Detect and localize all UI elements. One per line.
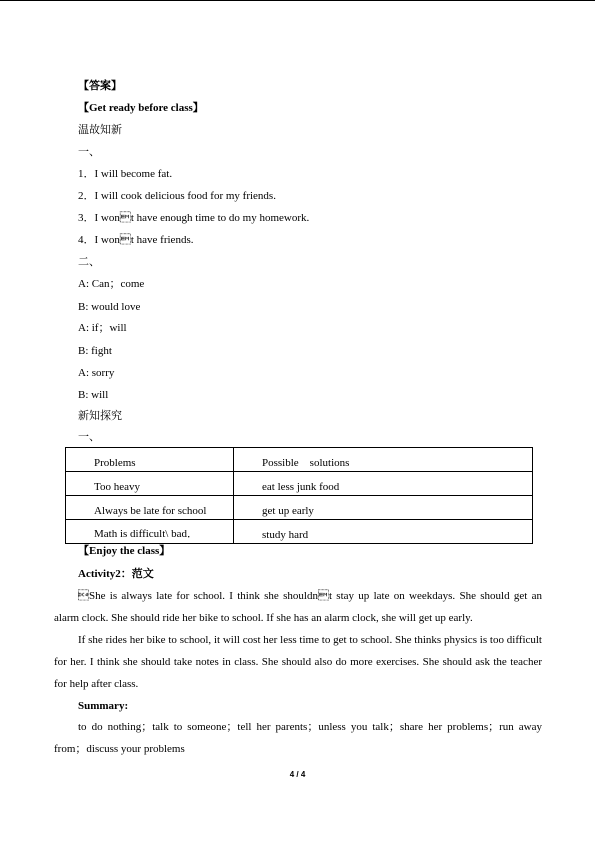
table-cell-problem: Too heavy <box>66 472 234 496</box>
dialogue-line: A: if；will <box>78 322 127 334</box>
dialogue-line: B: will <box>78 389 109 401</box>
table-cell-problem: Always be late for school <box>66 496 234 520</box>
answer-heading: 【答案】 <box>78 80 122 92</box>
table-row <box>66 496 533 520</box>
part2-label: 二、 <box>78 256 100 268</box>
list-item: 4．I wont have friends. <box>78 234 194 246</box>
table-header: Problems <box>66 448 234 472</box>
dialogue-line: A: Can；come <box>78 278 145 290</box>
page-number: 4 / 4 <box>289 770 306 779</box>
summary-label: Summary: <box>78 700 129 712</box>
summary-text: to do nothing；talk to someone；tell her parents；unless you talk；share her problems；run away from；discuss your problems <box>54 721 542 755</box>
model-paragraph-2: If she rides her bike to school, it will cost her less time to get to school. She thinks physics is too difficult for her. I think she should take notes in class. She should also do more exercises. She should ask the teacher for help after class. <box>54 634 542 690</box>
dialogue-line: B: fight <box>78 345 112 357</box>
table-cell-problem: Math is difficult\ bad． <box>66 520 234 544</box>
top-rule <box>0 0 595 1</box>
table-row <box>66 472 533 496</box>
table-header: Possible solutions <box>234 448 533 472</box>
activity-label: Activity2：范文 <box>78 568 154 580</box>
review-label: 温故知新 <box>78 124 122 136</box>
table-cell-solution: get up early <box>234 496 533 520</box>
solutions-table <box>65 447 533 544</box>
dialogue-line: B: would love <box>78 301 141 313</box>
table-row <box>66 520 533 544</box>
part1-label: 一、 <box>78 146 100 158</box>
table-cell-solution: study hard <box>234 520 533 544</box>
list-item: 3．I wont have enough time to do my homework. <box>78 212 310 224</box>
dialogue-line: A: sorry <box>78 367 115 379</box>
model-paragraph-1: She is always late for school. I think she shouldnt stay up late on weekdays. She should get an alarm clock. She should ride her bike to school. If she has an alarm clock, she will get up early. <box>54 590 542 624</box>
explore-label: 新知探究 <box>78 410 122 422</box>
list-item: 1．I will become fat. <box>78 168 173 180</box>
table-header-row <box>66 448 533 472</box>
list-item: 2．I will cook delicious food for my friends. <box>78 190 276 202</box>
section-heading-enjoy: 【Enjoy the class】 <box>78 545 171 557</box>
table-cell-solution: eat less junk food <box>234 472 533 496</box>
part3-label: 一、 <box>78 431 100 443</box>
section-heading-ready: 【Get ready before class】 <box>78 102 204 114</box>
